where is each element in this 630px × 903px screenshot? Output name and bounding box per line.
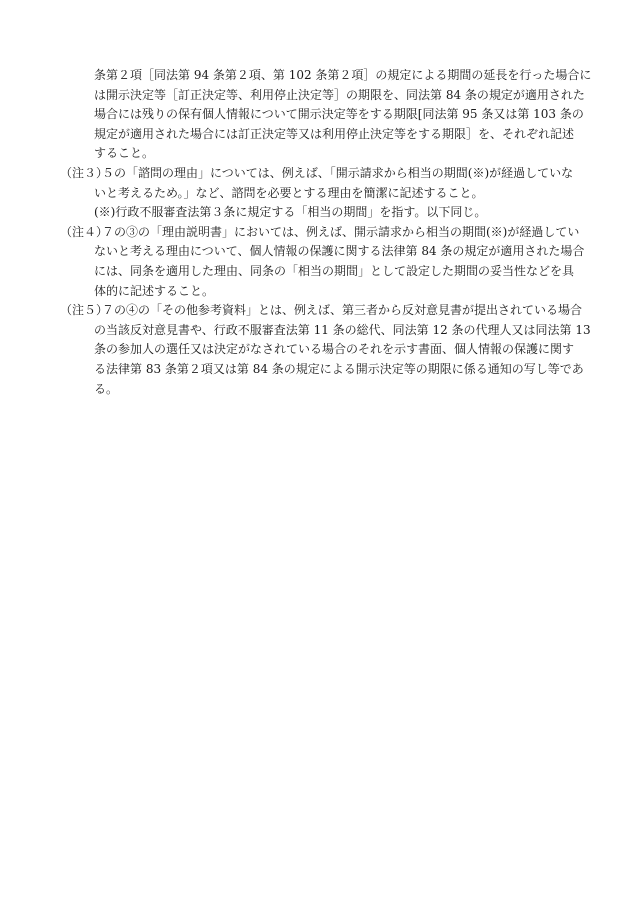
- text-line: すること。: [94, 146, 155, 161]
- text-line: の当該反対意見書や、行政不服審査法第 11 条の総代、同法第 12 条の代理人又は同法第 13: [94, 322, 591, 337]
- note-3-first-line: ５の「諮問の理由」については、例えば、「開示請求から相当の期間(※)が経過していな: [102, 165, 574, 180]
- note-5-first-row: [60, 301, 583, 321]
- note-5-label: （注５）: [60, 303, 109, 318]
- text-line: ないと考える理由について、個人情報の保護に関する法律第 84 条の規定が適用された場合: [94, 244, 585, 259]
- note-4-first-line: ７の③の「理由説明書」においては、例えば、開示請求から相当の期間(※)が経過してい: [102, 224, 580, 239]
- note-4: [60, 223, 585, 301]
- note-3-footnote: (※)行政不服審査法第３条に規定する「相当の期間」を指す。以下同じ。: [94, 205, 487, 220]
- note-3-first-row: [60, 164, 580, 184]
- note-5-first-line: ７の④の「その他参考資料」とは、例えば、第三者から反対意見書が提出されている場合: [102, 303, 583, 318]
- note-4-first-row: [60, 223, 580, 243]
- text-line: る法律第 83 条第２項又は第 84 条の規定による開示決定等の期限に係る通知の写し等であ: [94, 361, 584, 376]
- note-3: [60, 164, 580, 223]
- note-3-label: （注３）: [60, 165, 109, 180]
- note-4-label: （注４）: [60, 224, 109, 239]
- text-line: 条第２項［同法第 94 条第２項、第 102 条第２項］の規定による期間の延長を行った場合に: [94, 68, 592, 82]
- text-line: る。: [94, 381, 119, 396]
- text-line: 場合には残りの保有個人情報について開示決定等をする期限[同法第 95 条又は第 103 条の: [94, 107, 584, 122]
- continuation-paragraph: [60, 66, 592, 164]
- text-line: は開示決定等［訂正決定等、利用停止決定等］の期限を、同法第 84 条の規定が適用された: [94, 87, 585, 102]
- text-line: 規定が適用された場合には訂正決定等又は利用停止決定等をする期限］を、それぞれ記述: [94, 126, 575, 141]
- text-line: 条の参加人の選任又は決定がなされている場合のそれを示す書面、個人情報の保護に関す: [94, 342, 575, 357]
- note-5: [60, 301, 591, 399]
- text-line: いと考えるため。」など、諮問を必要とする理由を簡潔に記述すること。: [94, 185, 484, 200]
- document-body: [60, 66, 592, 399]
- text-line: 体的に記述すること。: [94, 283, 215, 298]
- text-line: には、同条を適用した理由、同条の「相当の期間」として設定した期間の妥当性などを具: [94, 263, 575, 278]
